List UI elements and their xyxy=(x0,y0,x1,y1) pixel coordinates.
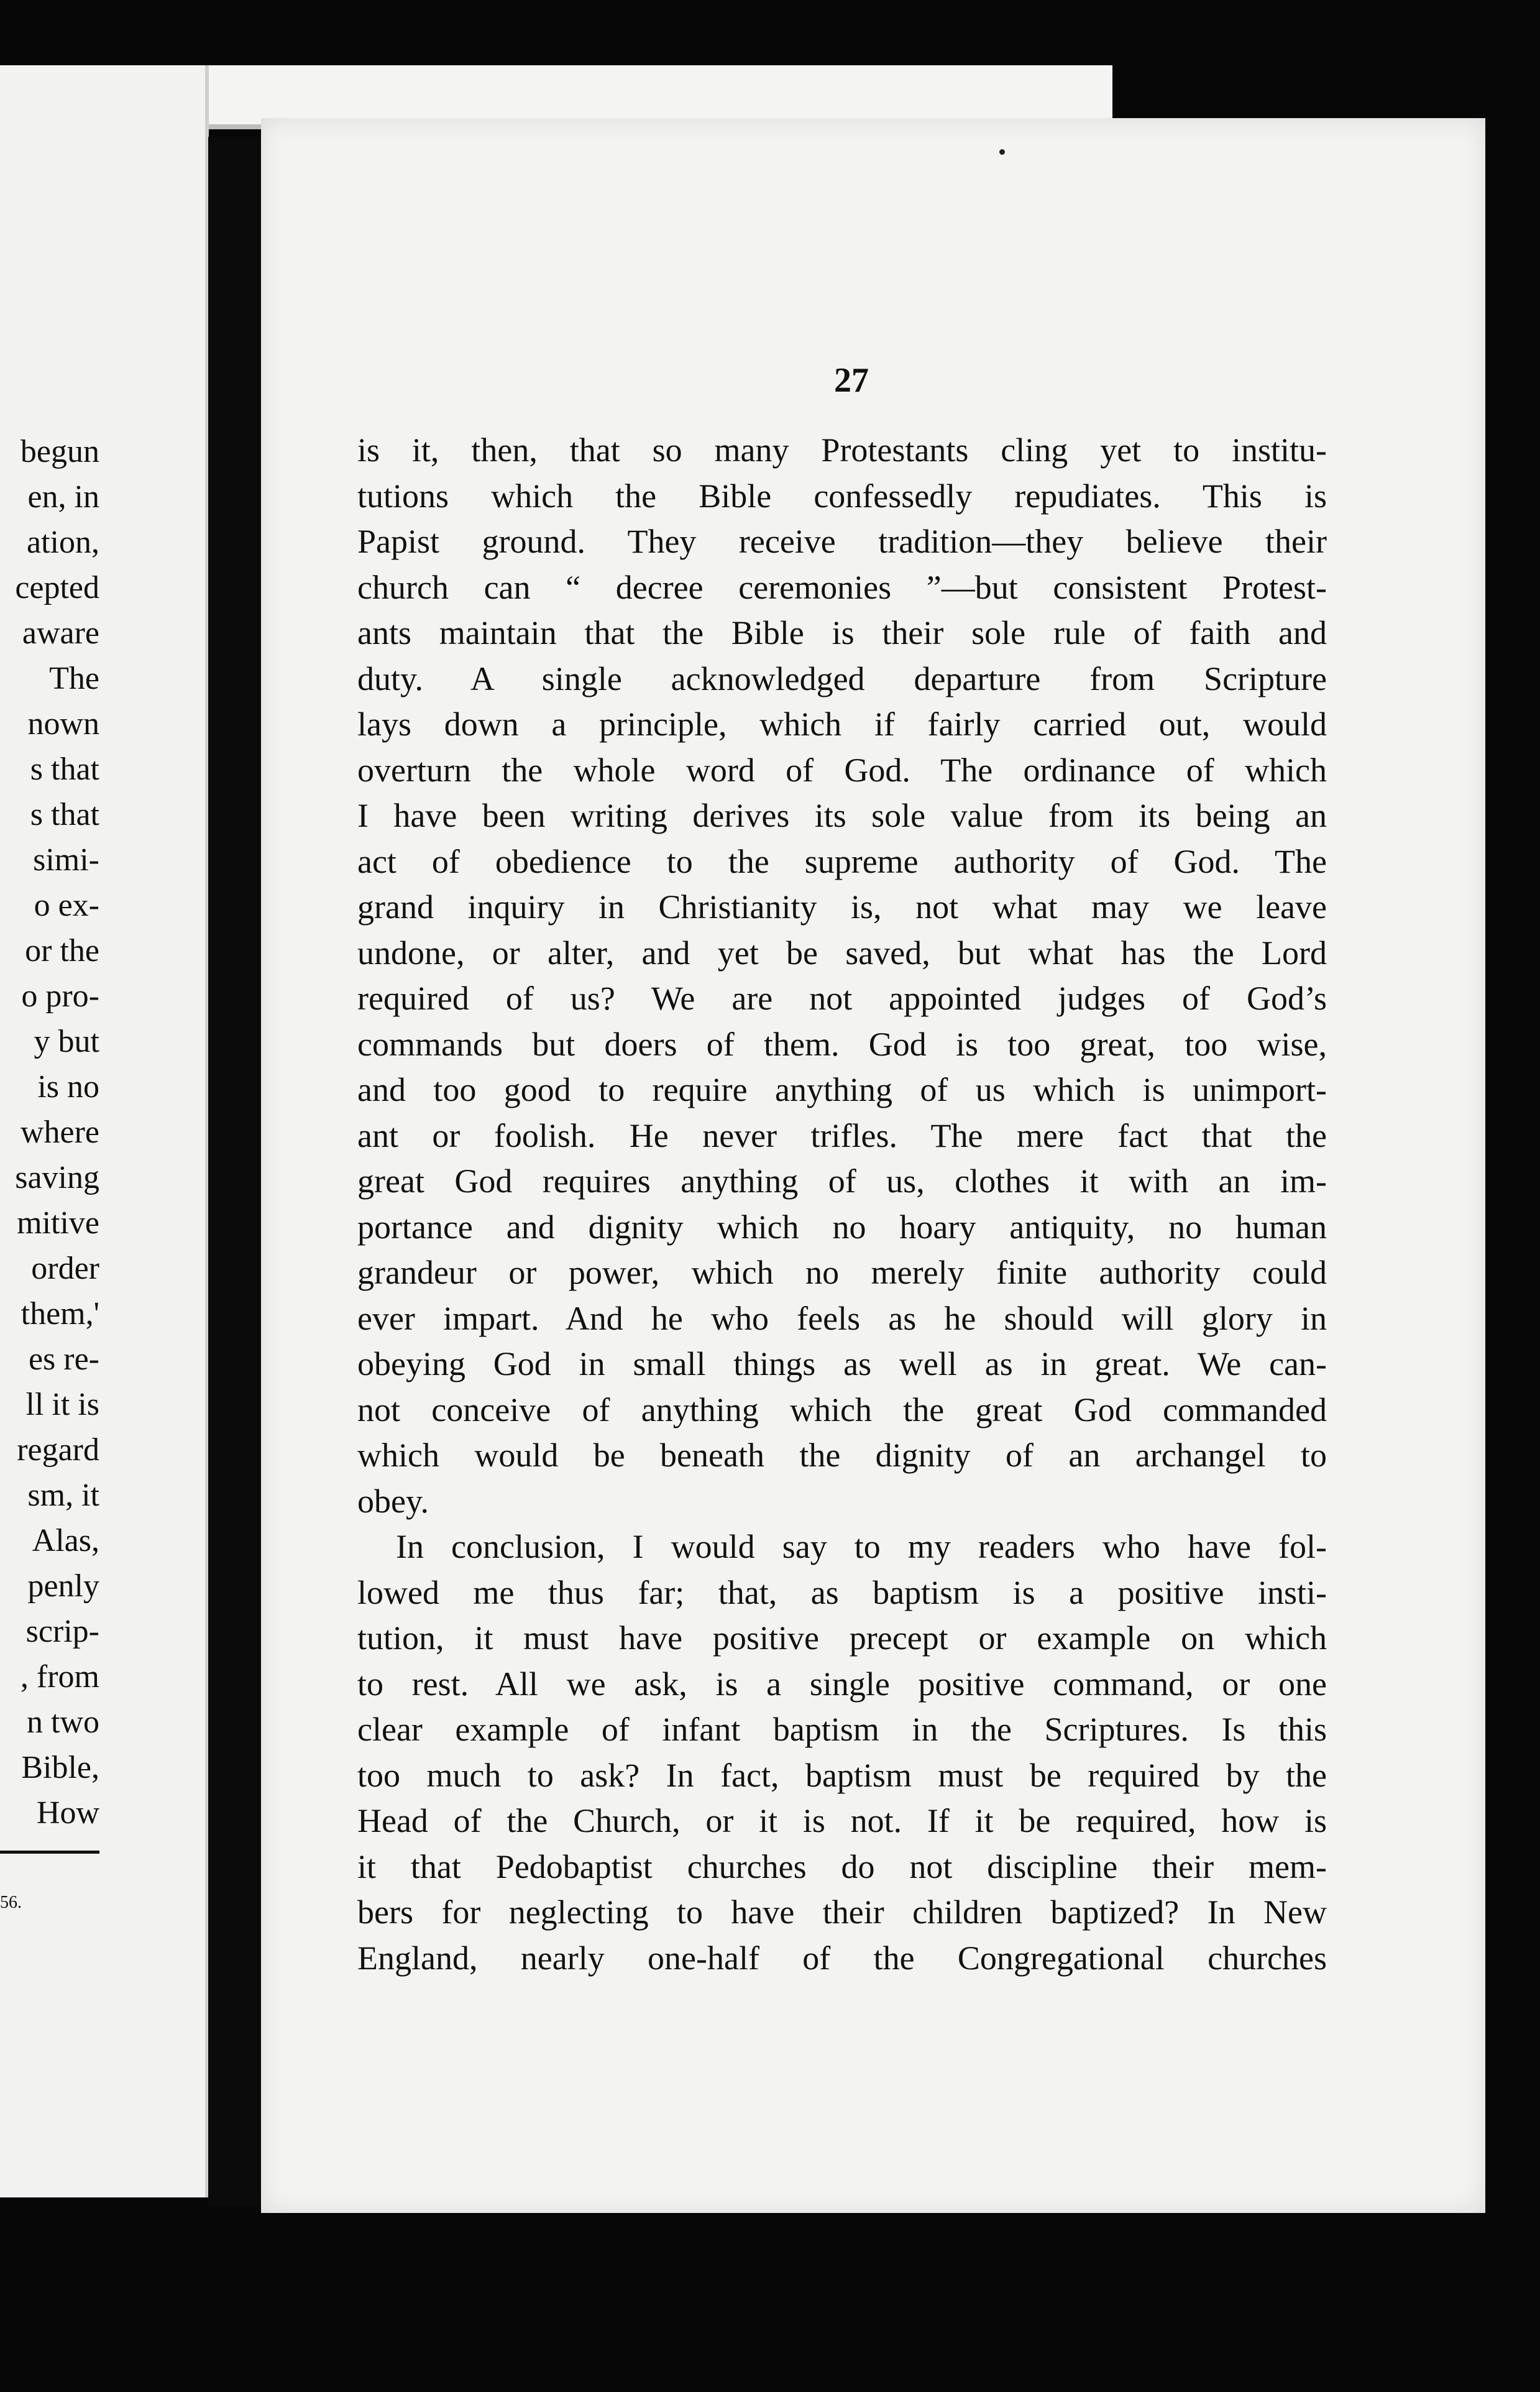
facing-line: regard xyxy=(17,1432,99,1468)
ink-speck xyxy=(999,149,1005,155)
text-line: commands but doers of them. God is too great, too wise, xyxy=(357,1025,1327,1063)
text-line: and too good to require anything of us which is unimport- xyxy=(357,1071,1327,1108)
text-line: is it, then, that so many Protestants cling yet to institu- xyxy=(357,431,1327,469)
page-number: 27 xyxy=(834,361,869,400)
facing-line: aware xyxy=(22,615,99,651)
facing-line: y but xyxy=(34,1024,99,1059)
text-line: duty. A single acknowledged departure from Scripture xyxy=(357,660,1327,697)
text-line: obeying God in small things as well as in great. We can- xyxy=(357,1345,1327,1382)
facing-line: nown xyxy=(27,706,99,742)
facing-line: simi- xyxy=(33,842,99,878)
facing-line: mitive xyxy=(17,1205,99,1241)
facing-line: s that xyxy=(30,797,99,832)
text-line: grandeur or power, which no merely finite authority could xyxy=(357,1254,1327,1291)
facing-line: begun xyxy=(20,434,99,469)
text-line: In conclusion, I would say to my readers who have fol- xyxy=(396,1528,1327,1565)
facing-line: is no xyxy=(37,1069,99,1105)
facing-line: ation, xyxy=(27,525,99,560)
facing-line: them,' xyxy=(21,1296,99,1332)
binding-gutter xyxy=(208,137,267,2207)
text-line: I have been writing derives its sole value from its being an xyxy=(357,797,1327,834)
text-line: bers for neglecting to have their children baptized? In New xyxy=(357,1893,1327,1931)
page-body-text xyxy=(357,428,1327,1981)
text-line: ever impart. And he who feels as he should will glory in xyxy=(357,1299,1327,1337)
text-line: lowed me thus far; that, as baptism is a positive insti- xyxy=(357,1573,1327,1611)
facing-line: es re- xyxy=(28,1341,99,1377)
facing-line: o pro- xyxy=(21,978,99,1014)
facing-line: Bible, xyxy=(21,1750,99,1785)
text-line: overturn the whole word of God. The ordinance of which xyxy=(357,751,1327,789)
text-line: tutions which the Bible confessedly repudiates. This is xyxy=(357,477,1327,515)
text-line: church can “ decree ceremonies ”—but consistent Protest- xyxy=(357,568,1327,606)
facing-line: en, in xyxy=(27,479,99,515)
text-line: to rest. All we ask, is a single positive command, or one xyxy=(357,1665,1327,1703)
text-line: it that Pedobaptist churches do not discipline their mem- xyxy=(357,1847,1327,1885)
facing-line: The xyxy=(49,661,99,696)
text-line: clear example of infant baptism in the Scriptures. Is this xyxy=(357,1711,1327,1748)
facing-line: order xyxy=(31,1251,99,1286)
facing-line: cepted xyxy=(15,570,99,605)
facing-line: Alas, xyxy=(32,1523,99,1558)
text-line: England, nearly one-half of the Congregational churches xyxy=(357,1939,1327,1977)
text-line: tution, it must have positive precept or example on which xyxy=(357,1619,1327,1657)
facing-page-text xyxy=(0,429,99,1836)
text-line: Papist ground. They receive tradition—they believe their xyxy=(357,523,1327,560)
text-line: obey. xyxy=(357,1482,429,1520)
facing-line: , from xyxy=(20,1659,99,1695)
facing-line: saving xyxy=(15,1160,99,1195)
text-line: great God requires anything of us, clothes it with an im- xyxy=(357,1162,1327,1200)
facing-line: o ex- xyxy=(34,888,99,923)
text-line: ant or foolish. He never trifles. The mere fact that the xyxy=(357,1116,1327,1154)
text-line: required of us? We are not appointed judges of God’s xyxy=(357,980,1327,1017)
facing-line: ll it is xyxy=(25,1387,99,1422)
facing-line: n two xyxy=(27,1704,99,1740)
text-line: Head of the Church, or it is not. If it be required, how is xyxy=(357,1802,1327,1839)
text-line: lays down a principle, which if fairly carried out, would xyxy=(357,706,1327,743)
footnote-rule xyxy=(0,1851,99,1854)
text-line: act of obedience to the supreme authority of God. The xyxy=(357,842,1327,880)
text-line: grand inquiry in Christianity is, not what may we leave xyxy=(357,888,1327,926)
facing-line: penly xyxy=(27,1568,99,1604)
facing-line: scrip- xyxy=(25,1614,99,1649)
facing-line: or the xyxy=(25,933,99,968)
text-line: too much to ask? In fact, baptism must be required by the xyxy=(357,1756,1327,1794)
text-line: not conceive of anything which the great God commanded xyxy=(357,1391,1327,1428)
facing-page-footnote: 56. xyxy=(0,1893,22,1912)
text-line: portance and dignity which no hoary antiquity, no human xyxy=(357,1208,1327,1246)
text-line: ants maintain that the Bible is their sole rule of faith and xyxy=(357,614,1327,651)
text-line: which would be beneath the dignity of an archangel to xyxy=(357,1437,1327,1474)
facing-line: s that xyxy=(30,752,99,787)
text-line: undone, or alter, and yet be saved, but what has the Lord xyxy=(357,934,1327,972)
facing-line: where xyxy=(20,1115,99,1150)
facing-line: How xyxy=(36,1795,99,1831)
facing-line: sm, it xyxy=(27,1478,99,1513)
